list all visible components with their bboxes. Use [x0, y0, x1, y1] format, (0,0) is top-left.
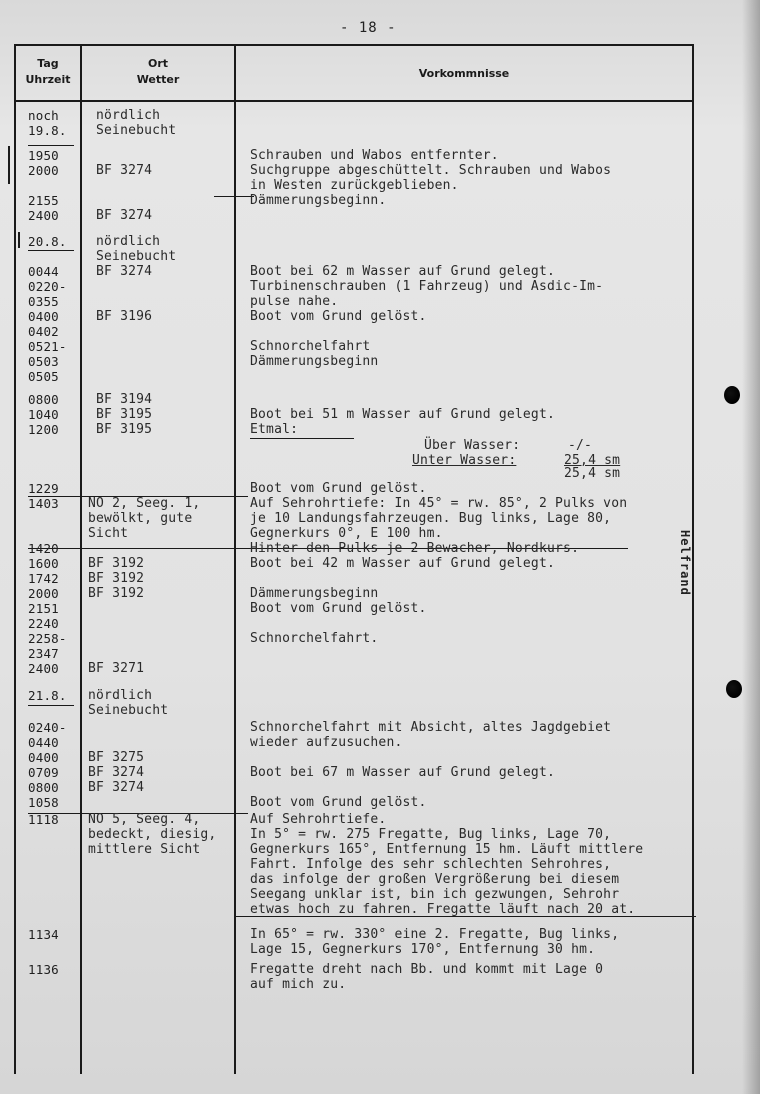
date-underline-20-8	[28, 250, 74, 251]
column-divider-1	[80, 44, 82, 1074]
binder-hole-top	[724, 386, 740, 404]
place-bf-3274-3196: BF 3274 BF 3196	[96, 264, 153, 324]
time-21-8: 21.8.	[28, 688, 67, 703]
table-right-border	[692, 44, 694, 1074]
entry-grund-gelegt-62m: Boot bei 62 m Wasser auf Grund gelegt. Turbinenschrauben (1 Fahrzeug) und Asdic-Im- pulse nahe. Boot vom Grund gelöst. Schnorchelfahrt Dämmerungsbeginn	[250, 264, 604, 369]
table-top-border	[14, 44, 694, 46]
entry-fregatte-dreht: Fregatte dreht nach Bb. und kommt mit Lage 0 auf mich zu.	[250, 962, 604, 992]
time-0800-1200: 0800 1040 1200	[28, 392, 59, 437]
time-noch-19-8: noch 19.8.	[28, 108, 67, 138]
etmal-unter-wasser-value: 25,4 sm	[564, 453, 621, 468]
entry-sehrohrtiefe-pulks: Boot vom Grund gelöst. Auf Sehrohrtiefe: In 45° = rw. 85°, 2 Pulks von je 10 Landungsfahrzeugen. Bug links, Lage 80, Gegnerkurs 0°, E 100 hm.	[250, 481, 628, 541]
header-tag-uhrzeit: Tag Uhrzeit	[25, 57, 71, 86]
etmal-ueber-wasser-value: -/-	[568, 438, 593, 453]
margin-note-heftrand: Helfrand	[678, 530, 692, 596]
etmal-unter-wasser-label: Unter Wasser:	[412, 453, 517, 468]
page-edge-shadow	[742, 0, 760, 1094]
margin-bracket-2	[18, 232, 20, 248]
entry-schnorchelfahrt-jagdgebiet: Schnorchelfahrt mit Absicht, altes Jagdgebiet wieder aufzusuchen. Boot bei 67 m Wasser auf Grund gelegt. Boot vom Grund gelöst.	[250, 720, 612, 810]
time-1950-2000: 1950 2000	[28, 148, 59, 178]
binder-hole-bottom	[726, 680, 742, 698]
place-noerdlich-seinebucht-3: nördlich Seinebucht	[88, 688, 169, 718]
entry-daemmerungsbeginn-1: Dämmerungsbeginn.	[250, 193, 387, 208]
time-20-8: 20.8.	[28, 234, 67, 249]
place-bf-3274-a: BF 3274	[96, 163, 153, 178]
page-number: - 18 -	[340, 20, 397, 36]
time-1134: 1134	[28, 927, 59, 942]
time-2155-2400: 2155 2400	[28, 193, 59, 223]
entry-schrauben-wabos: Schrauben und Wabos entfernter. Suchgruppe abgeschüttelt. Schrauben und Wabos in Westen zurückgeblieben.	[250, 148, 612, 193]
place-bf-3274-b: BF 3274	[96, 208, 153, 223]
header-ort-wetter: Ort Wetter	[136, 57, 180, 86]
place-bf-3275-3274: BF 3275 BF 3274 BF 3274	[88, 750, 145, 795]
margin-bracket-1	[8, 146, 10, 184]
row-rule-1	[214, 196, 254, 197]
entry-fregatte-sehrohr: Auf Sehrohrtiefe. In 5° = rw. 275 Fregatte, Bug links, Lage 70, Gegnerkurs 165°, Entfernung 15 hm. Läuft mittlere Fahrt. Infolge des sehr schlechten Sehrohres, das infolge der großen Vergrößerung bei diesem Seegang unklar ist, bin ich gezwungen, Sehrohr etwas hoch zu fahren. Fregatte läuft nach 20 at.	[250, 812, 644, 917]
time-0240-1058: 0240- 0440 0400 0709 0800 1058	[28, 720, 67, 810]
etmal-underline	[250, 438, 354, 439]
entry-zweite-fregatte: In 65° = rw. 330° eine 2. Fregatte, Bug links, Lage 15, Gegnerkurs 170°, Entfernung 30 hm.	[250, 927, 620, 957]
weather-no5-seeg4: NO 5, Seeg. 4, bedeckt, diesig, mittlere Sicht	[88, 812, 217, 857]
entry-grund-gelegt-51m: Boot bei 51 m Wasser auf Grund gelegt. Etmal:	[250, 407, 556, 437]
header-bottom-border	[14, 100, 694, 102]
weather-no2-seeg1: NO 2, Seeg. 1, bewölkt, gute Sicht	[88, 496, 201, 541]
time-1136: 1136	[28, 962, 59, 977]
entry-bewacher-nordkurs: Hinter den Pulks je 2 Bewacher, Nordkurs. Boot bei 42 m Wasser auf Grund gelegt. Dämmerungsbeginn Boot vom Grund gelöst. Schnorchelfahrt.	[250, 541, 580, 646]
table-left-border	[14, 44, 16, 1074]
place-bf-3194-3195: BF 3194 BF 3195 BF 3195	[96, 392, 153, 437]
header-vorkommnisse: Vorkommnisse	[418, 67, 510, 80]
time-1229-1403: 1229 1403	[28, 481, 59, 511]
place-noerdlich-seinebucht-2: nördlich Seinebucht	[96, 234, 177, 264]
etmal-total: 25,4 sm	[564, 466, 621, 481]
time-0044-0505: 0044 0220- 0355 0400 0402 0521- 0503 0505	[28, 264, 67, 384]
place-noerdlich-seinebucht-1: nördlich Seinebucht	[96, 108, 177, 138]
time-1118: 1118	[28, 812, 59, 827]
place-bf-3192-3271: BF 3192 BF 3192 BF 3192 BF 3271	[88, 556, 145, 676]
date-underline-19-8	[28, 145, 74, 146]
time-1420-2400: 1420 1600 1742 2000 2151 2240 2258- 2347 2400	[28, 541, 67, 676]
column-divider-2	[234, 44, 236, 1074]
etmal-ueber-wasser-label: Über Wasser:	[424, 438, 521, 453]
date-underline-21-8	[28, 705, 74, 706]
